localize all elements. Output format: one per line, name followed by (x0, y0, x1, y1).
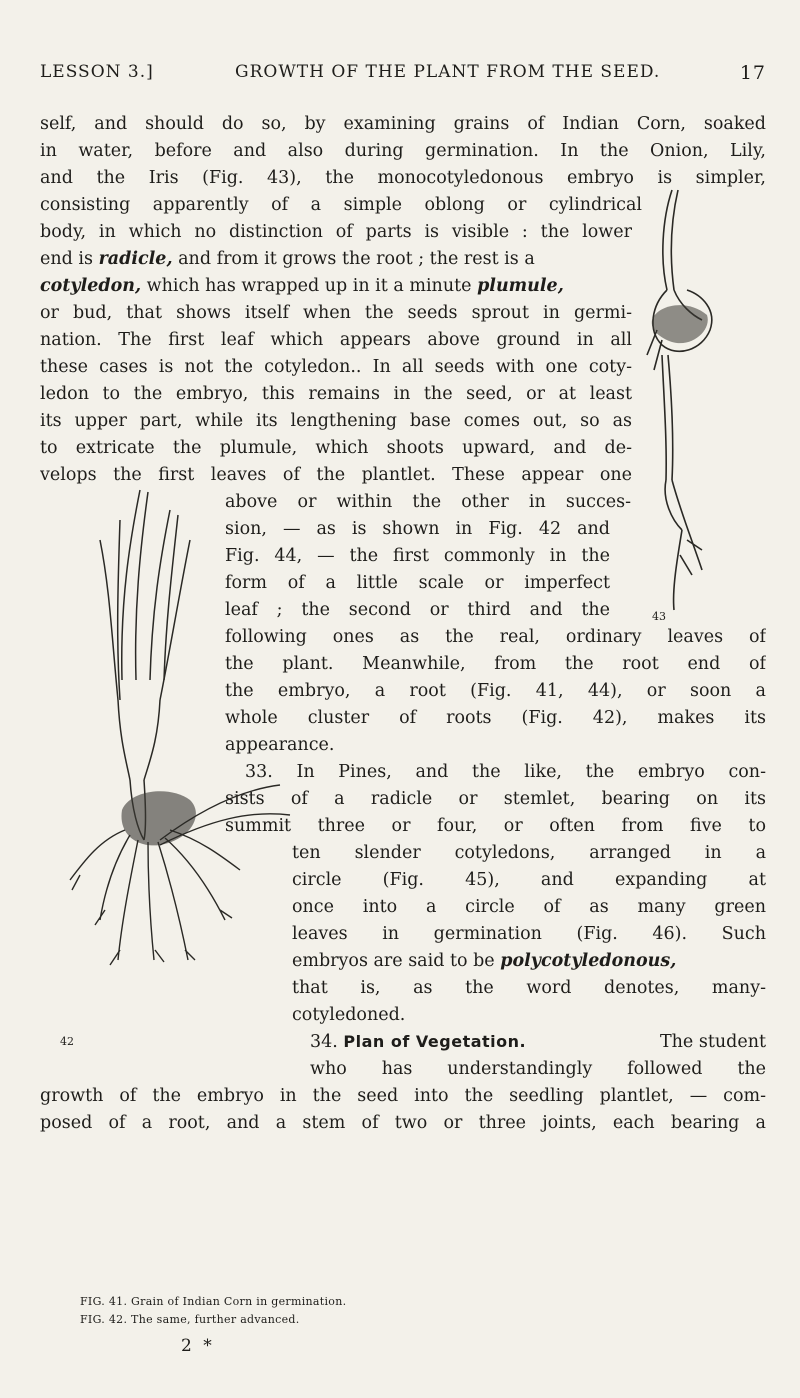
text-line: 33. In Pines, and the like, the embryo con- (245, 762, 766, 782)
text-line: above or within the other in succes- (225, 492, 631, 512)
text-line: appearance. (225, 735, 335, 755)
text-line: the plant. Meanwhile, from the root end of (225, 654, 766, 674)
caption-fig-42: FIG. 42. The same, further advanced. (80, 1313, 300, 1326)
figure-43-label: 43 (652, 610, 666, 623)
text-line: sion, — as is shown in Fig. 42 and (225, 519, 610, 539)
text-line: posed of a root, and a stem of two or three joints, each bearing a (40, 1113, 766, 1133)
text-line: once into a circle of as many green (292, 897, 766, 917)
text-line: cotyledoned. (292, 1005, 406, 1025)
text-line: who has understandingly followed the (310, 1059, 766, 1079)
text-line-composite (292, 949, 766, 973)
section-number: 34. (310, 1032, 338, 1052)
text-line: velops the first leaves of the plantlet. These appear one (40, 465, 632, 485)
text-line-composite (40, 274, 632, 298)
text-line: sists of a radicle or stemlet, bearing on its (225, 789, 766, 809)
header-title: GROWTH OF THE PLANT FROM THE SEED. (235, 62, 661, 82)
text-fragment: end is (40, 249, 93, 269)
text-line: growth of the embryo in the seed into the seedling plantlet, — com- (40, 1086, 766, 1106)
figure-42-illustration (60, 480, 300, 1080)
text-line: the embryo, a root (Fig. 41, 44), or soon a (225, 681, 766, 701)
text-fragment: which has wrapped up in it a minute (146, 276, 472, 296)
term-radicle: radicle, (98, 249, 173, 269)
text-line-composite (310, 1030, 766, 1054)
text-line: in water, before and also during germination. In the Onion, Lily, (40, 141, 766, 161)
text-line: whole cluster of roots (Fig. 42), makes its (225, 708, 766, 728)
text-line: ledon to the embryo, this remains in the seed, or at least (40, 384, 632, 404)
header-lesson: LESSON 3.] (40, 62, 154, 82)
text-fragment: The student (659, 1032, 766, 1052)
text-line: or bud, that shows itself when the seeds sprout in germi- (40, 303, 632, 323)
text-line: self, and should do so, by examining grains of Indian Corn, soaked (40, 114, 766, 134)
text-fragment: and from it grows the root ; the rest is a (178, 249, 535, 269)
text-line: consisting apparently of a simple oblong or cylindrical (40, 195, 642, 215)
text-line: these cases is not the cotyledon.. In all seeds with one coty- (40, 357, 632, 377)
figure-42-label: 42 (60, 1035, 74, 1048)
text-line: leaf ; the second or third and the (225, 600, 610, 620)
text-line: ten slender cotyledons, arranged in a (292, 843, 766, 863)
text-line: nation. The first leaf which appears above ground in all (40, 330, 632, 350)
caption-fig-41: FIG. 41. Grain of Indian Corn in germination. (80, 1295, 347, 1308)
text-line: circle (Fig. 45), and expanding at (292, 870, 766, 890)
text-line: Fig. 44, — the first commonly in the (225, 546, 610, 566)
text-line: form of a little scale or imperfect (225, 573, 610, 593)
text-line: and the Iris (Fig. 43), the monocotyledonous embryo is simpler, (40, 168, 766, 188)
text-line: leaves in germination (Fig. 46). Such (292, 924, 766, 944)
text-line: to extricate the plumule, which shoots upward, and de- (40, 438, 632, 458)
term-polycotyledonous: polycotyledonous, (500, 951, 677, 971)
text-line: its upper part, while its lengthening base comes out, so as (40, 411, 632, 431)
text-fragment: embryos are said to be (292, 951, 495, 971)
figure-43-illustration (632, 180, 732, 630)
text-line-composite (40, 247, 632, 271)
signature-mark: 2 * (181, 1336, 215, 1356)
text-line: that is, as the word denotes, many- (292, 978, 766, 998)
term-cotyledon: cotyledon, (40, 276, 142, 296)
text-line: summit three or four, or often from five to (225, 816, 766, 836)
text-line: following ones as the real, ordinary leaves of (225, 627, 766, 647)
term-plumule: plumule, (477, 276, 564, 296)
text-line: body, in which no distinction of parts is visible : the lower (40, 222, 632, 242)
section-heading: Plan of Vegetation. (343, 1032, 527, 1051)
running-header (40, 62, 766, 92)
page-number: 17 (739, 62, 766, 84)
